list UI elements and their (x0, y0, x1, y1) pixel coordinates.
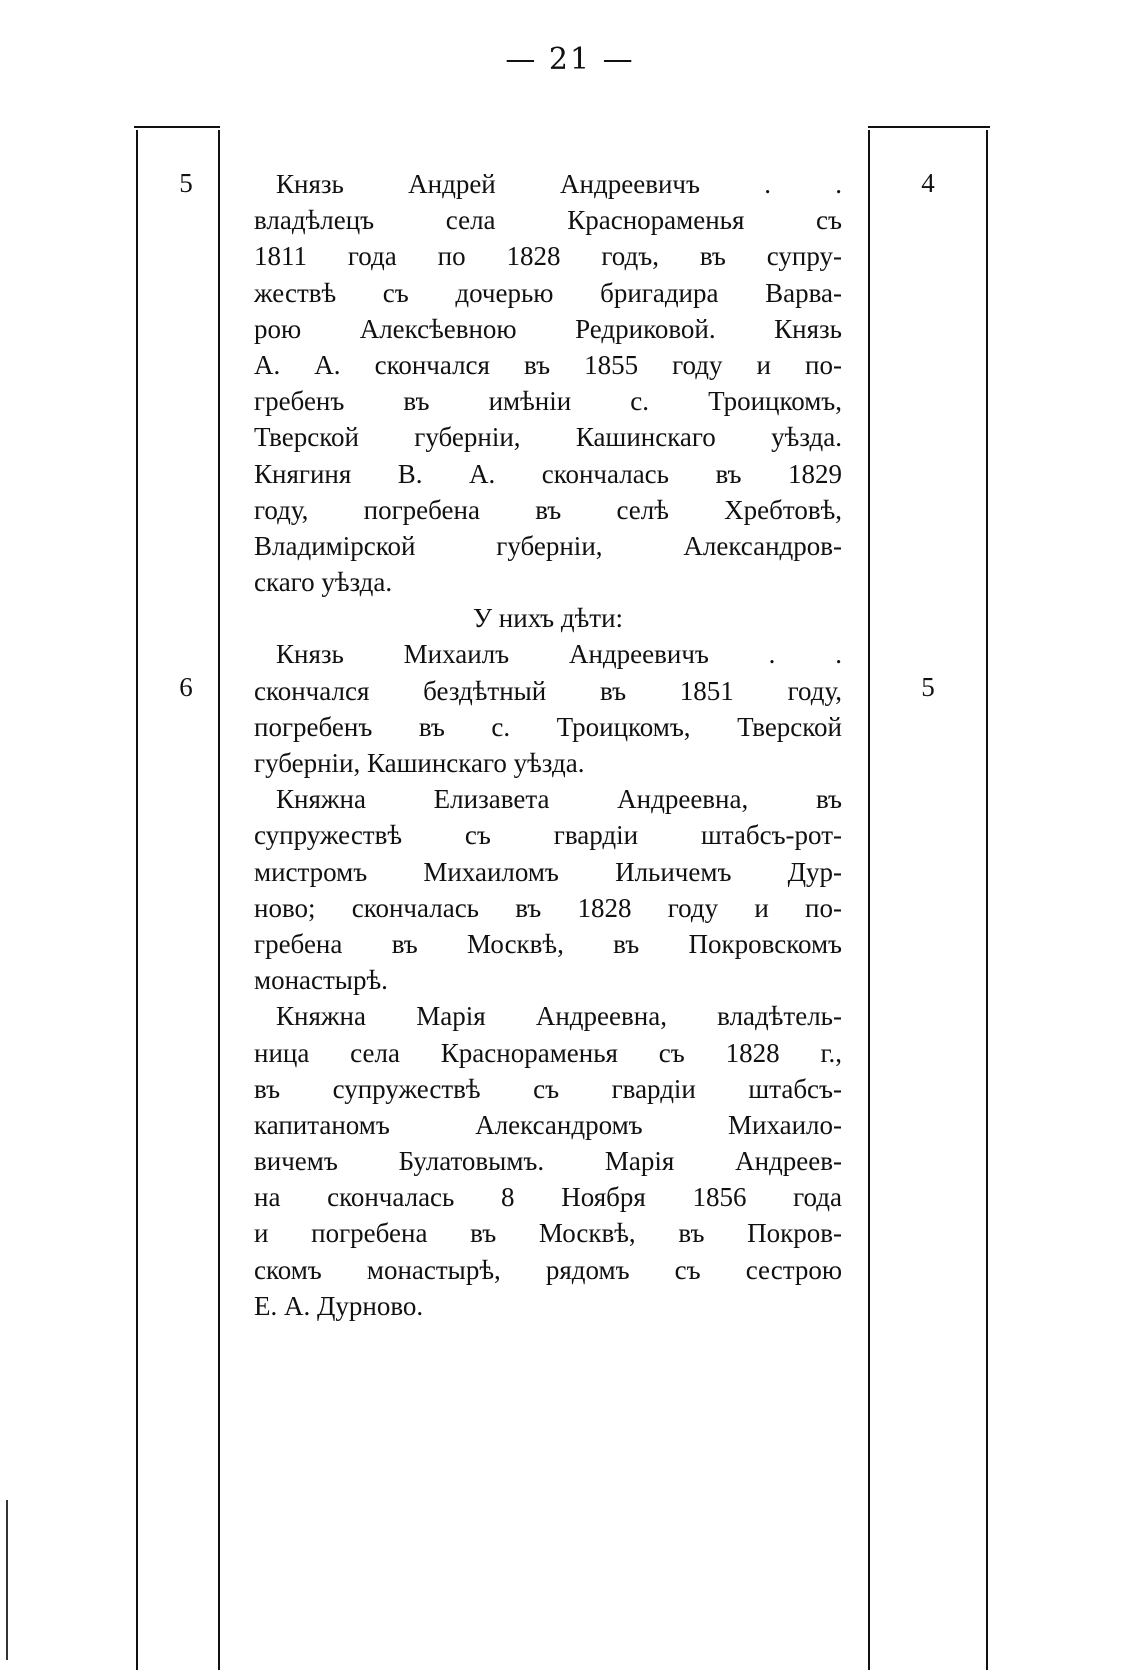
text-line: рою Алексѣевною Редриковой. Князь (254, 313, 842, 344)
text-line: Князь Андрей Андреевичъ . . (276, 169, 842, 199)
column-rule-3 (868, 130, 870, 1670)
text-line: мистромъ Михаиломъ Ильичемъ Дур- (254, 856, 842, 887)
text-line: Княжна Елизавета Андреевна, въ (276, 784, 842, 815)
text-line: ново; скончалась въ 1828 году и по- (254, 892, 842, 923)
text-line: владѣлецъ села Краснораменья съ (254, 205, 842, 236)
row-left-number: 5 (179, 168, 193, 198)
text-line: въ супружествѣ съ гвардіи штабсъ- (254, 1073, 842, 1104)
column-rule-1 (136, 130, 138, 1670)
text-line: монастырѣ. (254, 965, 388, 996)
text-line: Е. А. Дурново. (254, 1290, 424, 1321)
top-rule-left (134, 126, 220, 128)
text-line: А. А. скончался въ 1855 году и по- (254, 349, 842, 380)
text-line: погребенъ въ с. Троицкомъ, Тверской (254, 711, 842, 742)
text-line: Тверской губерніи, Кашинскаго уѣзда. (254, 422, 842, 453)
text-line: ница села Краснораменья съ 1828 г., (254, 1037, 842, 1068)
main-text-column (254, 166, 842, 1324)
text-line: супружествѣ съ гвардіи штабсъ-рот- (254, 820, 842, 851)
text-line: губерніи, Кашинскаго уѣзда. (254, 748, 585, 778)
text-line: скомъ монастырѣ, рядомъ съ сестрою (254, 1254, 842, 1285)
top-rule-right (868, 126, 990, 128)
text-line: Владимірской губерніи, Александров- (254, 530, 842, 561)
text-line: вичемъ Булатовымъ. Марія Андреев- (254, 1146, 842, 1177)
text-line: на скончалась 8 Ноября 1856 года (254, 1182, 842, 1213)
text-line: 1811 года по 1828 годъ, въ супру- (254, 241, 842, 272)
text-line: капитаномъ Александромъ Михаило- (254, 1109, 842, 1140)
text-line: гребена въ Москвѣ, въ Покровскомъ (254, 928, 842, 959)
text-line: году, погребена въ селѣ Хребтовѣ, (254, 494, 842, 525)
text-line: и погребена въ Москвѣ, въ Покров- (254, 1218, 842, 1249)
text-line: гребенъ въ имѣніи с. Троицкомъ, (254, 386, 842, 417)
text-line: Князь Михаилъ Андреевичъ . . (276, 639, 842, 670)
column-rule-4 (986, 130, 988, 1670)
section-subheading: У нихъ дѣти: (472, 603, 624, 634)
text-line: скаго уѣзда. (254, 567, 393, 598)
text-line: Княжна Марія Андреевна, владѣтель- (276, 1001, 842, 1032)
text-line: жествѣ съ дочерью бригадира Варва- (254, 277, 842, 308)
page-number: — 21 — (505, 42, 635, 77)
column-rule-2 (218, 130, 220, 1670)
row-left-number: 6 (179, 672, 193, 702)
text-line: Княгиня В. А. скончалась въ 1829 (254, 458, 842, 489)
row-right-number: 5 (921, 672, 935, 702)
text-line: скончался бездѣтный въ 1851 году, (254, 675, 842, 706)
scan-margin-mark (6, 1500, 8, 1660)
row-right-number: 4 (921, 168, 935, 198)
